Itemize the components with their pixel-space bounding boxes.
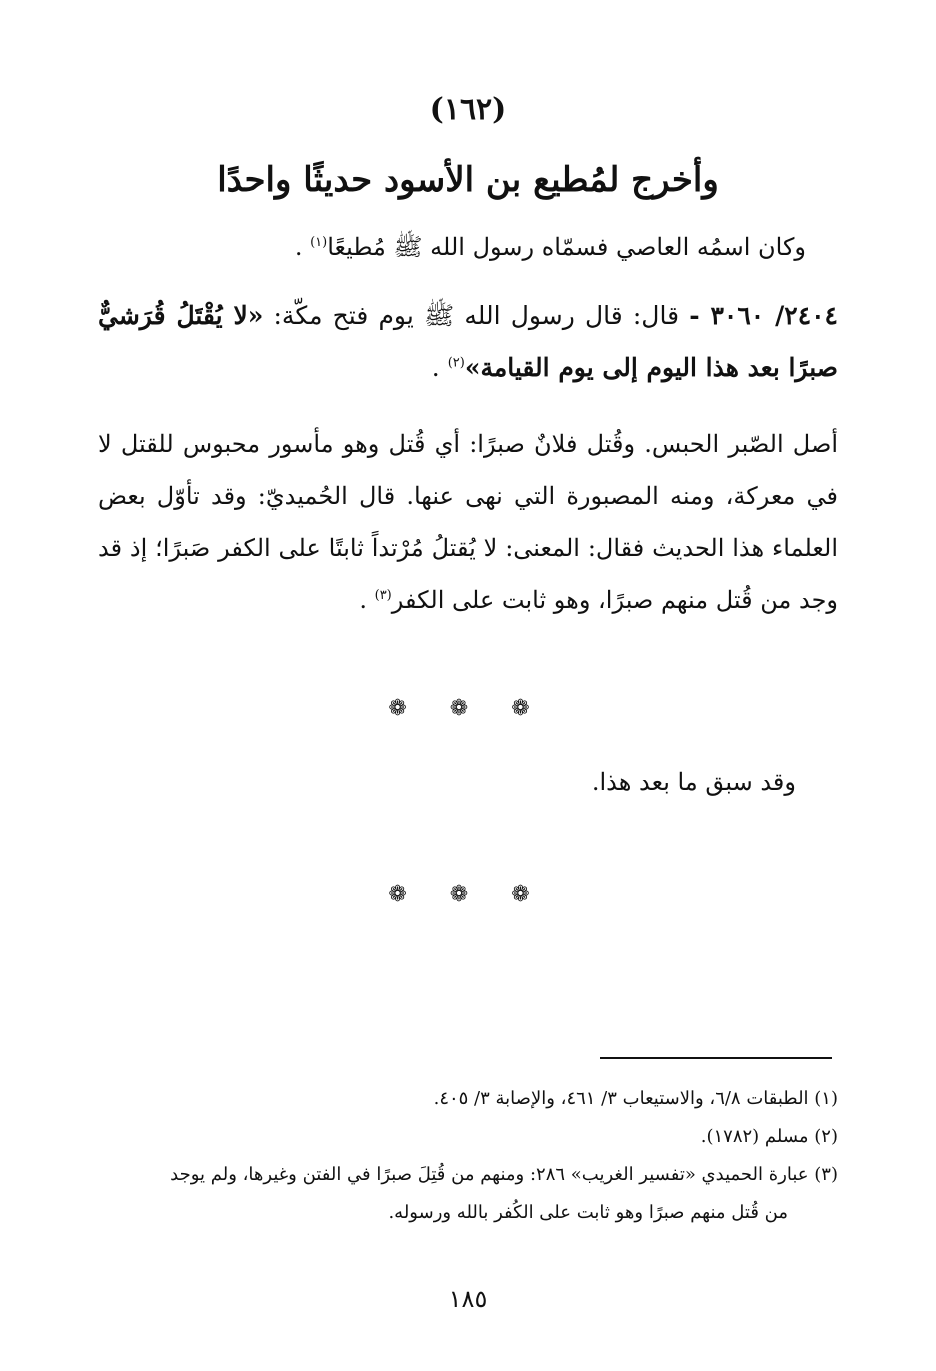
commentary-end: . [359, 586, 375, 614]
footnotes [98, 1080, 838, 1232]
commentary-paragraph [98, 418, 838, 626]
intro-end: . [294, 233, 311, 261]
footnote-3: (٣) عبارة الحميدي «تفسير الغريب» ٢٨٦: ومنهم من قُتِلَ صبرًا في الفتن وغيرها، ولم يوجد [170, 1164, 838, 1185]
hadith-lead: قال: قال رسول الله ﷺ يوم فتح مكّة: [263, 301, 690, 330]
hadith-paragraph [98, 290, 838, 394]
hadith-end: . [431, 353, 448, 382]
footnote-ref-2: (٢) [447, 355, 465, 371]
footnote-ref-1: (١) [310, 235, 328, 250]
intro-paragraph [106, 232, 806, 267]
cross-reference-note: وقد سبق ما بعد هذا. [591, 768, 796, 796]
chapter-title: وأخرج لمُطيع بن الأسود حديثًا واحدًا [217, 160, 719, 200]
footnote-2: (٢) مسلم (١٧٨٢). [700, 1126, 838, 1147]
page-number: ١٨٥ [448, 1285, 488, 1313]
footnote-3-continuation: من قُتل منهم صبرًا وهو ثابت على الكُفر بالله ورسوله. [388, 1202, 788, 1223]
commentary-text: أصل الصّبر الحبس. وقُتل فلانٌ صبرًا: أي قُتل وهو مأسور محبوس للقتل لا في معركة، ومنه المصبورة التي نهى عنها. قال الحُميديّ: وقد تأوّل بعض العلماء هذا الحديث فقال: المعنى: لا يُقتلُ مُرْتداً ثابتًا على الكفر صَبرًا؛ إذ قد وجد من قُتل منهم صبرًا، وهو ثابت على الكفر [98, 430, 838, 614]
footnote-divider [600, 1057, 832, 1059]
section-separator: ❁ ❁ ❁ [388, 882, 548, 907]
hadith-quote: «لا يُقْتَلُ قُرَشيٌّ صبرًا بعد هذا اليوم إلى يوم القيامة» [98, 301, 838, 382]
hadith-number: ٢٤٠٤/ ٣٠٦٠ - [689, 301, 838, 330]
footnote-1: (١) الطبقات ٦/٨، والاستيعاب ٣/ ٤٦١، والإصابة ٣/ ٤٠٥. [433, 1088, 838, 1109]
intro-text: وكان اسمُه العاصي فسمّاه رسول الله ﷺ مُطيعًا [327, 233, 806, 261]
chapter-number: (١٦٢) [429, 92, 507, 127]
footnote-ref-3: (٣) [374, 588, 392, 603]
section-separator: ❁ ❁ ❁ [388, 696, 548, 721]
